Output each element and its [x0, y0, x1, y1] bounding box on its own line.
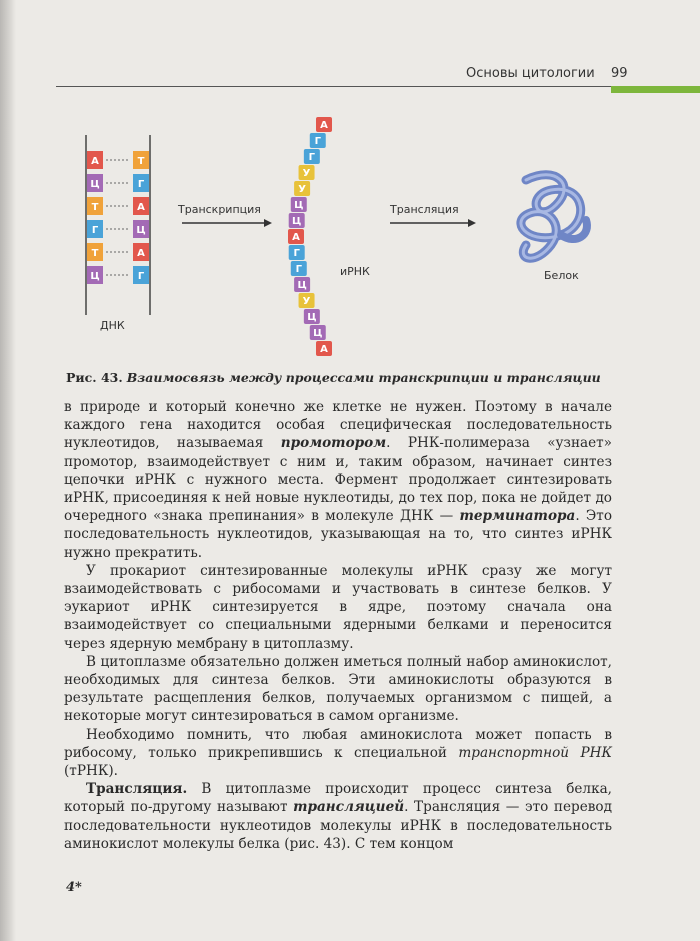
dna-left-base-letter: А [91, 156, 99, 167]
translation-label: Трансляция [390, 203, 459, 216]
dna-right-base-letter: Ц [136, 225, 146, 236]
term-transport-rna: транспортной РНК [458, 744, 612, 761]
paragraph-5 [64, 780, 612, 853]
mrna-base-letter: А [292, 232, 300, 243]
mrna-base-letter: Ц [307, 312, 317, 323]
caption-text: Взаимосвязь между процессами транскрипции и трансляции [126, 370, 601, 385]
page-binding-shadow [0, 0, 16, 941]
mrna-base-letter: Ц [297, 280, 307, 291]
mrna-base-letter: Г [308, 152, 316, 163]
dna-right-base-letter: Г [137, 179, 145, 190]
signature-mark: 4* [66, 880, 82, 895]
transcription-translation-diagram [56, 95, 636, 365]
protein-icon [521, 175, 587, 258]
p5-text-a: В цитоплазме происходит процесс синтеза белка, который по-другому называют [64, 781, 612, 816]
protein-label: Белок [544, 269, 579, 282]
dna-double-helix [87, 151, 149, 284]
body-text [64, 398, 612, 853]
paragraph-1 [64, 398, 612, 562]
p5-text-b: . Трансляция — это перевод последовательности нуклеотидов молекулы иРНК в последовательность аминокислот молекулы белка (рис. 43). С тем концом [64, 799, 612, 852]
caption-number: Рис. 43. [66, 370, 123, 385]
figure-43 [56, 95, 636, 365]
dna-right-base-letter: А [137, 202, 145, 213]
paragraph-3: В цитоплазме обязательно должен иметься полный набор аминокислот, необходимых для синтеза белков. Эти аминокислоты образуются в результате расщепления белков, получаемых организмом с пищей, а некоторые могут синтезироваться в самом организме. [64, 653, 612, 725]
dna-left-base-letter: Ц [90, 179, 100, 190]
dna-right-base-letter: Г [137, 271, 145, 282]
term-promoter: промотором [280, 435, 387, 452]
mrna-base-letter: У [298, 184, 306, 195]
mrna-base-letter: А [320, 344, 328, 355]
mrna-base-letter: Г [314, 136, 321, 147]
mrna-base-letter: А [320, 120, 328, 131]
mrna-strand [288, 117, 332, 356]
dna-left-base-letter: Т [91, 248, 99, 259]
translation-heading: Трансляция. [86, 781, 188, 798]
term-terminator: терминатора [459, 508, 576, 525]
p4-text-b: (тРНК). [64, 763, 118, 780]
accent-bar [611, 86, 700, 93]
transcription-label: Транскрипция [178, 203, 261, 216]
mrna-base-letter: У [302, 168, 311, 179]
mrna-base-letter: Г [293, 248, 300, 259]
p4-text-a: Необходимо помнить, что любая аминокислота может попасть в рибосому, только прикрепившись к специальной [64, 726, 612, 761]
paragraph-2: У прокариот синтезированные молекулы иРНК сразу же могут взаимодействовать с рибосомами и участвовать в синтезе белков. У эукариот иРНК синтезируется в ядре, поэтому сначала она взаимодействует со специальными ядерными белками и переносится через ядерную мембрану в цитоплазму. [64, 562, 612, 652]
dna-label: ДНК [100, 319, 125, 332]
mrna-base-letter: Г [295, 264, 302, 275]
p1-text-b: . РНК-полимераза «узнает» промотор, взаимодействует с ним и, таким образом, начинает синтез цепочки иРНК с нужного места. Фермент продолжает синтезировать иРНК, присоединяя к ней новые нуклеотиды, до тех пор, пока не дойдет до очередного «знака препинания» в молекуле ДНК — [64, 435, 612, 525]
dna-right-base-letter: Т [137, 156, 145, 167]
dna-left-base-letter: Т [91, 202, 99, 213]
mrna-base-letter: Ц [294, 200, 304, 211]
p1-text-a: в природе и который конечно же клетке не нужен. Поэтому в начале каждого гена находится особая специфическая последовательность нуклеотидов, называемая [64, 399, 612, 452]
running-header: Основы цитологии [466, 66, 595, 81]
mrna-base-letter: У [302, 296, 311, 307]
mrna-label: иРНК [340, 265, 370, 278]
dna-left-base-letter: Ц [90, 271, 100, 282]
dna-left-base-letter: Г [91, 225, 99, 236]
term-translation: трансляцией [293, 799, 405, 816]
mrna-base-letter: Ц [292, 216, 302, 227]
p1-text-c: . Это последовательность нуклеотидов, указывающая на то, что синтез иРНК нужно прекратить. [64, 508, 612, 561]
paragraph-4 [64, 726, 612, 781]
mrna-base-letter: Ц [313, 328, 323, 339]
figure-caption [66, 370, 626, 385]
page-number: 99 [611, 66, 628, 81]
dna-right-base-letter: А [137, 248, 145, 259]
header-rule [56, 86, 611, 87]
